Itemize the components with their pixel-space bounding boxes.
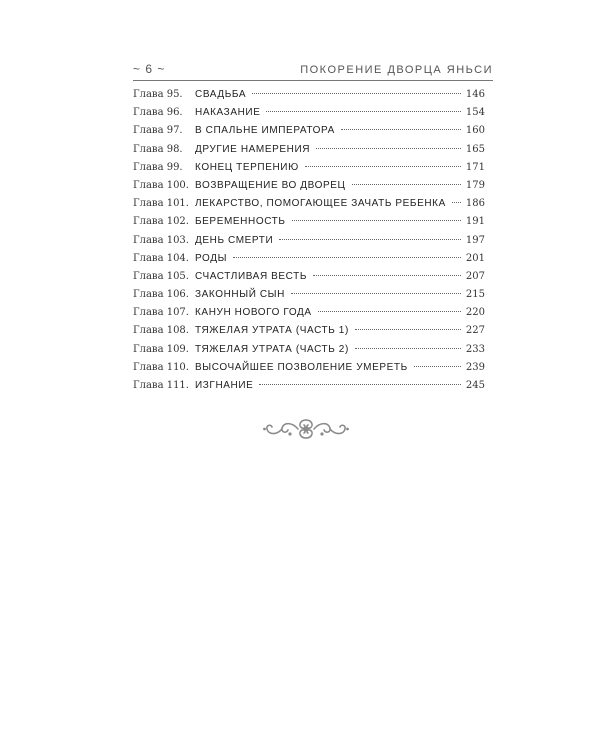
dot-leader	[292, 220, 461, 221]
dot-leader	[252, 93, 461, 94]
toc-entry[interactable]	[133, 198, 485, 216]
chapter-label: Глава 104.	[133, 252, 189, 264]
chapter-label: Глава 108.	[133, 325, 189, 337]
chapter-title: СВАДЬБА	[195, 89, 247, 100]
chapter-label: Глава 103.	[133, 234, 189, 246]
chapter-label: Глава 97.	[133, 125, 183, 137]
toc-entry[interactable]	[133, 325, 485, 343]
chapter-page-number: 197	[465, 234, 485, 246]
chapter-label: Глава 99.	[133, 161, 183, 173]
toc-entry[interactable]	[133, 362, 485, 380]
toc-entry[interactable]	[133, 344, 485, 362]
chapter-page-number: 191	[465, 216, 485, 228]
chapter-label: Глава 106.	[133, 289, 189, 301]
chapter-title: ИЗГНАНИЕ	[195, 380, 254, 391]
dot-leader	[341, 129, 461, 130]
chapter-page-number: 165	[465, 143, 485, 155]
dot-leader	[266, 111, 460, 112]
chapter-page-number: 227	[465, 325, 485, 337]
dot-leader	[352, 184, 461, 185]
chapter-page-number: 186	[465, 198, 485, 210]
dot-leader	[355, 348, 461, 349]
toc-entry[interactable]	[133, 144, 485, 162]
toc-entry[interactable]	[133, 89, 485, 107]
chapter-title: ВЫСОЧАЙШЕЕ ПОЗВОЛЕНИЕ УМЕРЕТЬ	[195, 361, 408, 373]
dot-leader	[291, 293, 461, 294]
chapter-title: ВОЗВРАЩЕНИЕ ВО ДВОРЕЦ	[195, 179, 346, 191]
chapter-title: ТЯЖЕЛАЯ УТРАТА (ЧАСТЬ 1)	[195, 325, 349, 337]
chapter-label: Глава 96.	[133, 107, 183, 119]
chapter-page-number: 215	[465, 289, 485, 301]
chapter-label: Глава 109.	[133, 343, 189, 355]
dot-leader	[305, 166, 461, 167]
chapter-label: Глава 100.	[133, 179, 189, 191]
toc-entry[interactable]	[133, 253, 485, 271]
dot-leader	[233, 257, 461, 258]
toc-entry[interactable]	[133, 307, 485, 325]
chapter-title: РОДЫ	[195, 252, 228, 264]
chapter-page-number: 179	[465, 179, 485, 191]
dot-leader	[452, 202, 461, 203]
toc-entry[interactable]	[133, 107, 485, 125]
toc-entry[interactable]	[133, 235, 485, 253]
chapter-title: В СПАЛЬНЕ ИМПЕРАТОРА	[195, 125, 335, 137]
chapter-title: КАНУН НОВОГО ГОДА	[195, 307, 312, 319]
dot-leader	[355, 329, 461, 330]
chapter-title: ДЕНЬ СМЕРТИ	[195, 234, 274, 246]
chapter-page-number: 233	[465, 343, 485, 355]
toc-entry[interactable]	[133, 125, 485, 143]
chapter-label: Глава 102.	[133, 216, 189, 228]
chapter-label: Глава 101.	[133, 198, 189, 210]
running-title: ПОКОРЕНИЕ ДВОРЦА ЯНЬСИ	[300, 64, 493, 76]
dot-leader	[259, 384, 460, 385]
chapter-label: Глава 98.	[133, 143, 183, 155]
toc-entry[interactable]	[133, 216, 485, 234]
chapter-title: ТЯЖЕЛАЯ УТРАТА (ЧАСТЬ 2)	[195, 343, 349, 355]
chapter-title: КОНЕЦ ТЕРПЕНИЮ	[195, 161, 299, 173]
chapter-label: Глава 105.	[133, 270, 189, 282]
dot-leader	[279, 239, 461, 240]
toc-entry[interactable]	[133, 271, 485, 289]
chapter-title: БЕРЕМЕННОСТЬ	[195, 216, 286, 228]
chapter-page-number: 207	[465, 270, 485, 282]
dot-leader	[414, 366, 461, 367]
chapter-page-number: 201	[465, 252, 485, 264]
chapter-label: Глава 111.	[133, 380, 189, 391]
chapter-page-number: 239	[465, 361, 485, 373]
chapter-title: ЗАКОННЫЙ СЫН	[195, 289, 285, 301]
table-of-contents	[133, 89, 485, 398]
page-number: ~ 6 ~	[133, 62, 166, 76]
toc-entry[interactable]	[133, 289, 485, 307]
dot-leader	[318, 311, 461, 312]
decorative-ornament-icon	[262, 416, 350, 442]
chapter-page-number: 220	[465, 307, 485, 319]
chapter-title: СЧАСТЛИВАЯ ВЕСТЬ	[195, 270, 308, 282]
toc-entry[interactable]	[133, 162, 485, 180]
chapter-title: ЛЕКАРСТВО, ПОМОГАЮЩЕЕ ЗАЧАТЬ РЕБЕНКА	[195, 198, 446, 210]
chapter-page-number: 245	[465, 380, 485, 391]
chapter-page-number: 171	[465, 161, 485, 173]
chapter-page-number: 146	[465, 89, 485, 100]
chapter-label: Глава 95.	[133, 89, 183, 100]
chapter-title: ДРУГИЕ НАМЕРЕНИЯ	[195, 143, 311, 155]
dot-leader	[316, 148, 461, 149]
chapter-page-number: 160	[465, 125, 485, 137]
chapter-title: НАКАЗАНИЕ	[195, 107, 261, 119]
chapter-label: Глава 107.	[133, 307, 189, 319]
header-divider	[133, 80, 493, 81]
toc-entry[interactable]	[133, 380, 485, 398]
chapter-page-number: 154	[465, 107, 485, 119]
page-header	[133, 56, 493, 76]
chapter-label: Глава 110.	[133, 361, 189, 373]
dot-leader	[313, 275, 461, 276]
toc-entry[interactable]	[133, 180, 485, 198]
